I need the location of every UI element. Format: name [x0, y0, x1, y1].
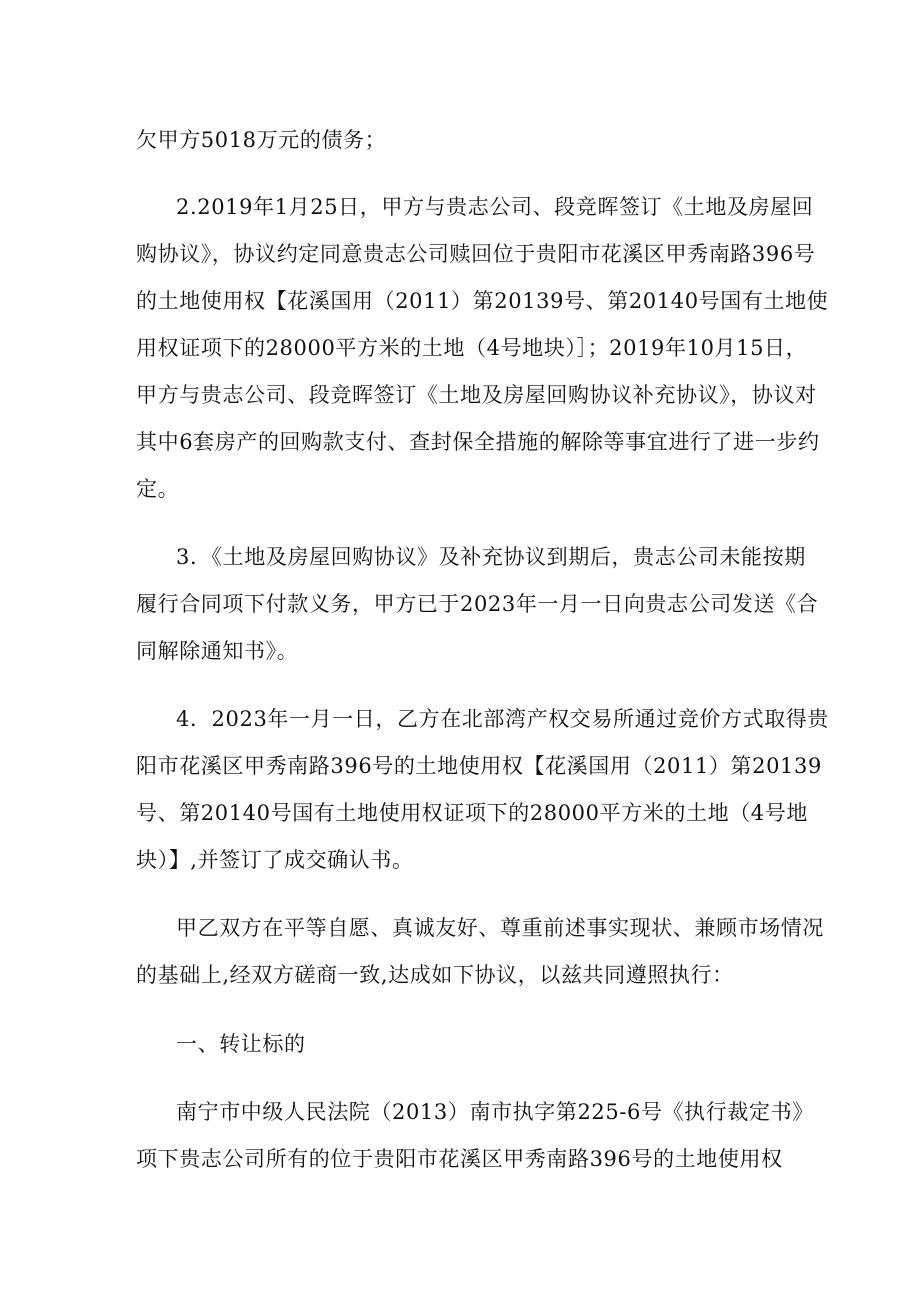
transfer-object-line: 南宁市中级人民法院（2013）南市执字第225-6号《执行裁定书》: [176, 1100, 814, 1124]
paragraph-2-line: 定。: [136, 477, 180, 501]
paragraph-3-line: 同解除通知书》。: [136, 639, 299, 663]
paragraph-4-line: 4．2023年一月一日，乙方在北部湾产权交易所通过竞价方式取得贵: [176, 707, 830, 731]
paragraph-4-line: 号、第20140号国有土地使用权证项下的28000平方米的土地（4号地: [136, 801, 808, 825]
paragraph-2-line: 购协议》，协议约定同意贵志公司赎回位于贵阳市花溪区甲秀南路396号: [136, 242, 816, 266]
transfer-object-line: 项下贵志公司所有的位于贵阳市花溪区甲秀南路396号的土地使用权: [136, 1147, 783, 1171]
paragraph-4-line: 阳市花溪区甲秀南路396号的土地使用权【花溪国用（2011）第20139: [136, 754, 822, 778]
paragraph-2-line: 的土地使用权【花溪国用（2011）第20139号、第20140号国有土地使: [136, 289, 829, 313]
agreement-intro-line: 甲乙双方在平等自愿、真诚友好、尊重前述事实现状、兼顾市场情况: [176, 916, 824, 940]
text-line: 欠甲方5018万元的债务；: [136, 128, 387, 152]
paragraph-2-line: 甲方与贵志公司、段竞晖签订《土地及房屋回购协议补充协议》，协议对: [136, 383, 817, 407]
agreement-intro-line: 的基础上,经双方磋商一致,达成如下协议，以兹共同遵照执行：: [136, 963, 734, 987]
paragraph-3-line: 3．《土地及房屋回购协议》及补充协议到期后，贵志公司未能按期: [176, 545, 806, 569]
section-heading: 一、转让标的: [176, 1032, 306, 1056]
paragraph-4-line: 块）】,并签订了成交确认书。: [136, 848, 414, 872]
paragraph-3-line: 履行合同项下付款义务，甲方已于2023年一月一日向贵志公司发送《合: [136, 592, 819, 616]
paragraph-2-line: 用权证项下的28000平方米的土地（4号地块）］；2019年10月15日，: [136, 336, 808, 360]
paragraph-2-line: 2.2019年1月25日，甲方与贵志公司、段竞晖签订《土地及房屋回: [176, 195, 814, 219]
paragraph-2-line: 其中6套房产的回购款支付、查封保全措施的解除等事宜进行了进一步约: [136, 430, 820, 454]
